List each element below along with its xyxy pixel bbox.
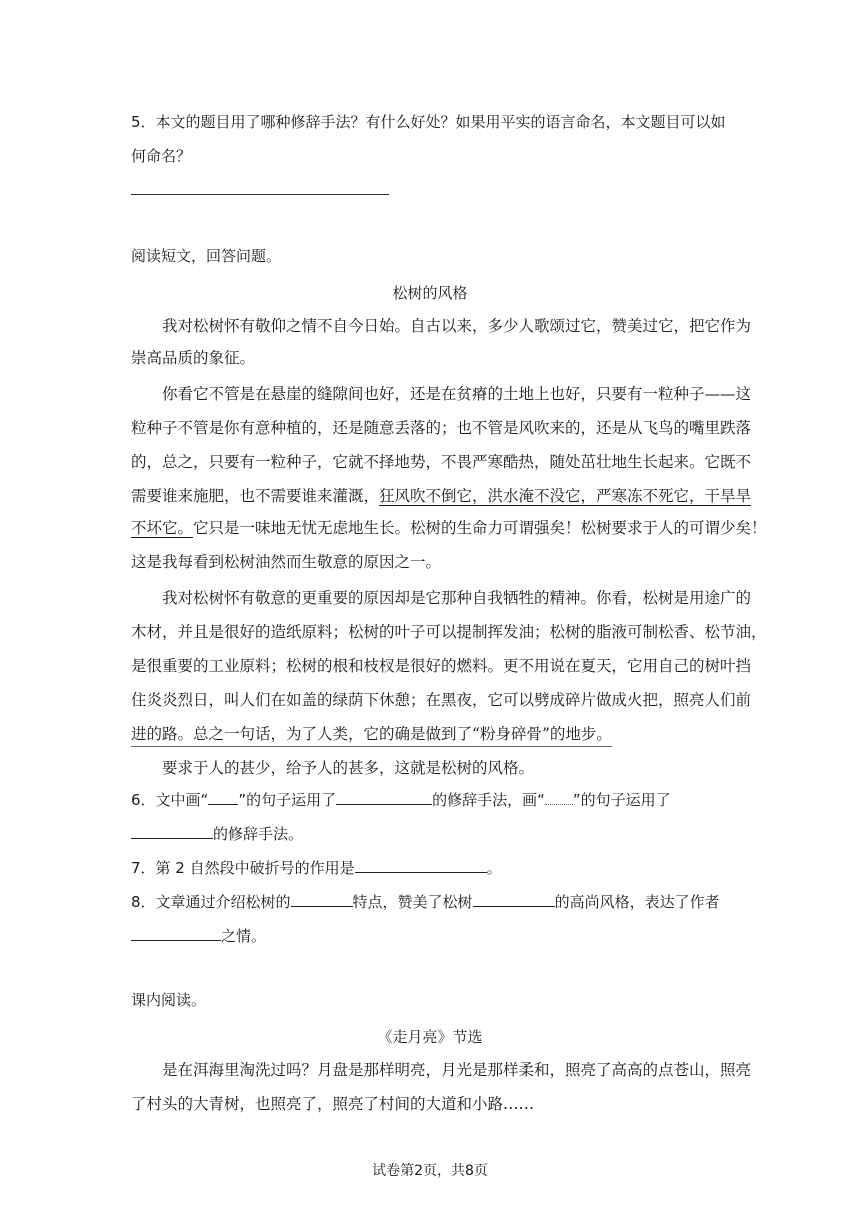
q5-line2: 何命名？ xyxy=(131,147,192,165)
q6-text-a: 6．文中画“ xyxy=(131,791,209,809)
p1-line1: 我对松树怀有敬仰之情不自今日始。自古以来，多少人歌颂过它，赞美过它，把它作为 xyxy=(162,317,752,335)
q7-blank[interactable] xyxy=(355,858,487,873)
p3-line1: 我对松树怀有敬意的更重要的原因却是它那种自我牺牲的精神。你看，松树是用途广的 xyxy=(162,589,752,607)
q6-blank2[interactable] xyxy=(131,824,213,839)
p3-line3: 是很重要的工业原料；松树的根和枝杈是很好的燃料。更不用说在夏天，它用自己的树叶挡 xyxy=(131,657,752,675)
reading1-instruction: 阅读短文，回答问题。 xyxy=(131,247,282,265)
q5-line1: 5．本文的题目用了哪种修辞手法？有什么好处？如果用平实的语言命名，本文题目可以如 xyxy=(131,113,726,131)
q6-text-d: ”的句子运用了 xyxy=(572,791,671,809)
p3-line5-plain: 进的路。 xyxy=(131,725,194,743)
reading2-line2: 了村头的大青树，也照亮了，照亮了村间的大道和小路…… xyxy=(131,1095,535,1113)
q6-blank1[interactable] xyxy=(336,790,432,805)
p4-line1: 要求于人的甚少，给予人的甚多，这就是松树的风格。 xyxy=(162,759,535,777)
q5-answer-line[interactable] xyxy=(131,194,389,195)
q6-dotted-sample xyxy=(545,790,573,805)
reading2-line1: 是在洱海里淘洗过吗？月盘是那样明亮，月光是那样柔和，照亮了高高的点苍山，照亮 xyxy=(162,1061,752,1079)
p2-line2: 粒种子不管是你有意种植的，还是随意丢落的；也不管是风吹来的，还是从飞鸟的嘴里跌落 xyxy=(131,419,752,437)
q6-line1 xyxy=(131,790,671,810)
reading1-title: 松树的风格 xyxy=(392,284,468,302)
q8-text-b: 特点，赞美了松树 xyxy=(352,893,473,911)
reading2-instruction: 课内阅读。 xyxy=(131,991,207,1009)
q7-line xyxy=(131,858,502,878)
q6-text-c: 的修辞手法，画“ xyxy=(432,791,545,809)
q8-blank3[interactable] xyxy=(131,926,221,941)
q7-text-a: 7．第 2 自然段中破折号的作用是 xyxy=(131,859,355,877)
q6-line-sample xyxy=(208,790,238,805)
q8-line2 xyxy=(131,926,266,946)
p2-line5 xyxy=(131,518,767,538)
p3-line2: 木材，并且是很好的造纸原料；松树的叶子可以提制挥发油；松树的脂液可制松香、松节油， xyxy=(131,623,767,641)
q6-text-e: 的修辞手法。 xyxy=(213,825,304,843)
page-footer: 试卷第2页，共8页 xyxy=(372,1163,488,1179)
underlined-sentence-part1: 狂风吹不倒它，洪水淹不没它，严寒冻不死它，干旱旱 xyxy=(379,487,752,505)
p2-line3: 的，总之，只要有一粒种子，它就不择地势，不畏严寒酷热，随处茁壮地生长起来。它既不 xyxy=(131,453,752,471)
p2-line4-plain: 需要谁来施肥，也不需要谁来灌溉， xyxy=(131,487,380,505)
p2-line6: 这是我每看到松树油然而生敬意的原因之一。 xyxy=(131,553,442,571)
q8-text-d: 之情。 xyxy=(221,927,267,945)
marked-sentence: 总之一句话，为了人类，它的确是做到了“粉身碎骨”的地步。 xyxy=(193,725,612,743)
p1-line2: 崇高品质的象征。 xyxy=(131,349,256,367)
p2-line5-plain: 它只是一味地无忧无虑地生长。松树的生命力可谓强矣！松树要求于人的可谓少矣！ xyxy=(193,519,767,537)
p2-line4 xyxy=(131,486,751,506)
q7-text-b: 。 xyxy=(486,859,502,877)
q6-line2 xyxy=(131,824,303,844)
p3-line5 xyxy=(131,724,612,744)
q8-text-c: 的高尚风格，表达了作者 xyxy=(554,893,720,911)
q8-blank1[interactable] xyxy=(291,892,353,907)
underlined-sentence-part2: 不坏它。 xyxy=(131,519,194,537)
q8-text-a: 8．文章通过介绍松树的 xyxy=(131,893,291,911)
p2-line1: 你看它不管是在悬崖的缝隙间也好，还是在贫瘠的土地上也好，只要有一粒种子——这 xyxy=(162,385,752,403)
q8-line1 xyxy=(131,892,720,912)
q6-text-b: ”的句子运用了 xyxy=(238,791,337,809)
marked-sentence-underline xyxy=(131,746,612,747)
p3-line4: 住炎炎烈日，叫人们在如盖的绿荫下休憩；在黑夜，它可以劈成碎片做成火把，照亮人们前 xyxy=(131,691,752,709)
q8-blank2[interactable] xyxy=(473,892,555,907)
reading2-title: 《走月亮》节选 xyxy=(377,1028,483,1046)
